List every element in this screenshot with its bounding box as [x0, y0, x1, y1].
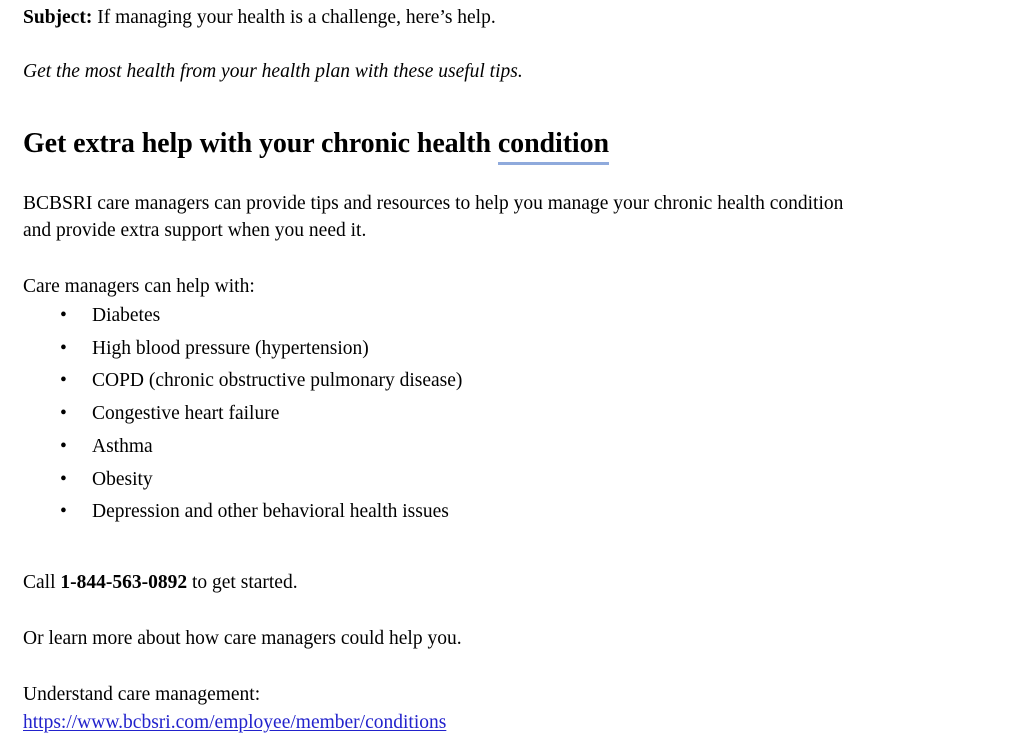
- page-title: [23, 127, 983, 161]
- subject-line: [23, 4, 983, 32]
- subject-text: If managing your health is a challenge, here’s help.: [92, 7, 496, 28]
- resource-link[interactable]: https://www.bcbsri.com/employee/member/conditions: [23, 711, 447, 733]
- list-item: • Congestive heart failure: [23, 398, 983, 431]
- list-intro-text: Care managers can help with:: [23, 276, 255, 297]
- resource-label: Understand care management:: [23, 683, 261, 705]
- resource-block: [23, 681, 983, 737]
- list-item: • COPD (chronic obstructive pulmonary disease): [23, 365, 983, 398]
- phone-number: 1-844-563-0892: [60, 571, 188, 593]
- learn-more-text: Or learn more about how care managers could help you.: [23, 627, 462, 649]
- list-spacer: [23, 529, 983, 569]
- intro-paragraph: BCBSRI care managers can provide tips and resources to help you manage your chronic health condition and provide extra support when you need it.: [23, 193, 844, 241]
- subject-label: Subject:: [23, 7, 93, 28]
- tagline: Get the most health from your health plan with these useful tips.: [23, 61, 523, 82]
- document-body: [23, 4, 983, 737]
- list-item: • Obesity: [23, 464, 983, 497]
- list-item: • Diabetes: [23, 300, 983, 333]
- list-item: • Depression and other behavioral health issues: [23, 496, 983, 529]
- call-prefix: Call: [23, 571, 61, 593]
- headline-lead: Get extra help with your chronic health: [23, 128, 498, 159]
- call-to-action: [23, 569, 863, 596]
- list-item: • High blood pressure (hypertension): [23, 333, 983, 366]
- conditions-list: [23, 300, 983, 529]
- call-suffix: to get started.: [187, 571, 298, 593]
- headline-underlined-word: condition: [497, 128, 609, 159]
- list-item: • Asthma: [23, 431, 983, 464]
